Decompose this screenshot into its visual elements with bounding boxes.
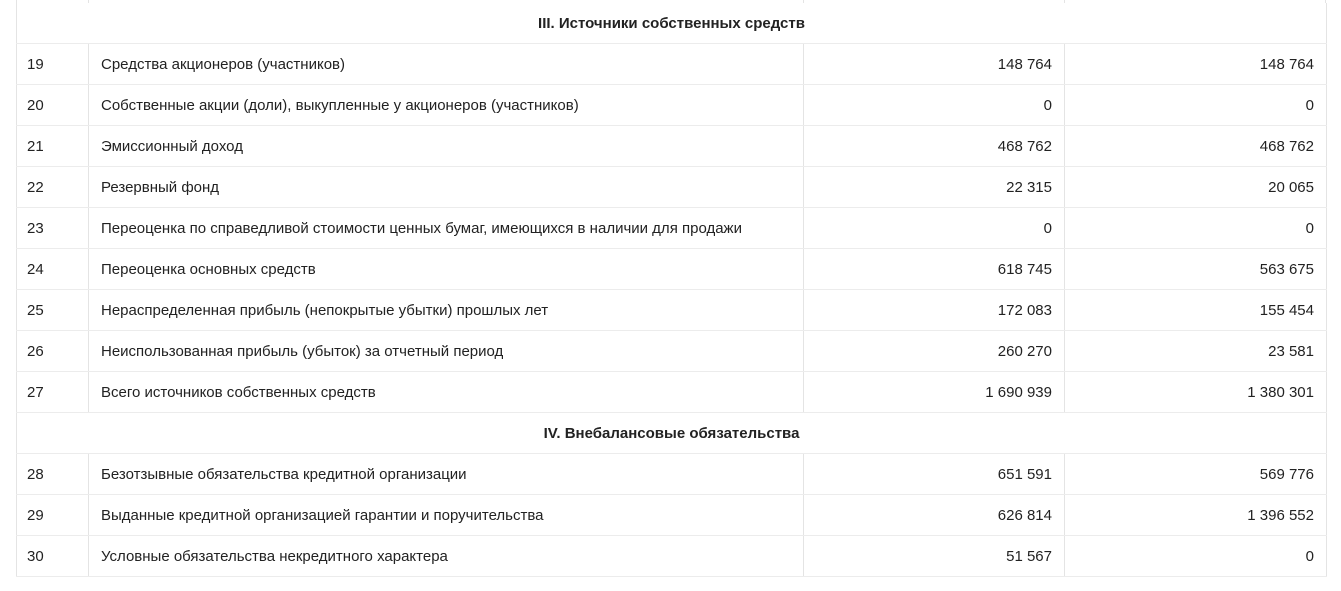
row-number: 25 — [17, 290, 89, 331]
row-number: 26 — [17, 331, 89, 372]
section-title: IV. Внебалансовые обязательства — [17, 413, 1327, 454]
row-number: 21 — [17, 126, 89, 167]
table-row — [17, 454, 1327, 495]
row-value-previous: 0 — [1065, 208, 1327, 249]
balance-sheet-table — [16, 3, 1327, 577]
row-value-current: 148 764 — [804, 44, 1065, 85]
row-label: Всего источников собственных средств — [89, 372, 804, 413]
row-label: Условные обязательства некредитного характера — [89, 536, 804, 577]
row-value-current: 626 814 — [804, 495, 1065, 536]
table-row — [17, 85, 1327, 126]
balance-sheet-table-container — [16, 3, 1326, 577]
row-value-previous: 20 065 — [1065, 167, 1327, 208]
row-label: Средства акционеров (участников) — [89, 44, 804, 85]
row-value-current: 51 567 — [804, 536, 1065, 577]
row-value-previous: 155 454 — [1065, 290, 1327, 331]
row-label: Эмиссионный доход — [89, 126, 804, 167]
section-title: III. Источники собственных средств — [17, 3, 1327, 44]
row-label: Неиспользованная прибыль (убыток) за отчетный период — [89, 331, 804, 372]
row-label: Нераспределенная прибыль (непокрытые убытки) прошлых лет — [89, 290, 804, 331]
section-header-row — [17, 3, 1327, 44]
row-label: Переоценка по справедливой стоимости ценных бумаг, имеющихся в наличии для продажи — [89, 208, 804, 249]
table-row — [17, 249, 1327, 290]
table-row — [17, 536, 1327, 577]
row-value-current: 1 690 939 — [804, 372, 1065, 413]
row-number: 23 — [17, 208, 89, 249]
row-number: 29 — [17, 495, 89, 536]
row-value-current: 0 — [804, 208, 1065, 249]
row-value-previous: 1 396 552 — [1065, 495, 1327, 536]
row-value-current: 22 315 — [804, 167, 1065, 208]
row-value-previous: 0 — [1065, 85, 1327, 126]
table-row — [17, 290, 1327, 331]
row-value-previous: 148 764 — [1065, 44, 1327, 85]
row-value-current: 468 762 — [804, 126, 1065, 167]
table-row — [17, 372, 1327, 413]
row-value-previous: 23 581 — [1065, 331, 1327, 372]
row-value-current: 172 083 — [804, 290, 1065, 331]
table-row — [17, 495, 1327, 536]
row-label: Безотзывные обязательства кредитной организации — [89, 454, 804, 495]
row-label: Выданные кредитной организацией гарантии и поручительства — [89, 495, 804, 536]
row-number: 20 — [17, 85, 89, 126]
row-value-current: 651 591 — [804, 454, 1065, 495]
row-value-previous: 563 675 — [1065, 249, 1327, 290]
row-value-current: 260 270 — [804, 331, 1065, 372]
row-label: Резервный фонд — [89, 167, 804, 208]
row-number: 19 — [17, 44, 89, 85]
table-row — [17, 208, 1327, 249]
table-row — [17, 167, 1327, 208]
row-value-current: 618 745 — [804, 249, 1065, 290]
row-number: 24 — [17, 249, 89, 290]
row-number: 30 — [17, 536, 89, 577]
table-row — [17, 331, 1327, 372]
section-header-row — [17, 413, 1327, 454]
row-number: 27 — [17, 372, 89, 413]
row-number: 28 — [17, 454, 89, 495]
row-value-previous: 1 380 301 — [1065, 372, 1327, 413]
table-row — [17, 126, 1327, 167]
row-value-current: 0 — [804, 85, 1065, 126]
row-label: Собственные акции (доли), выкупленные у акционеров (участников) — [89, 85, 804, 126]
row-value-previous: 569 776 — [1065, 454, 1327, 495]
row-value-previous: 468 762 — [1065, 126, 1327, 167]
row-value-previous: 0 — [1065, 536, 1327, 577]
row-number: 22 — [17, 167, 89, 208]
table-row — [17, 44, 1327, 85]
row-label: Переоценка основных средств — [89, 249, 804, 290]
